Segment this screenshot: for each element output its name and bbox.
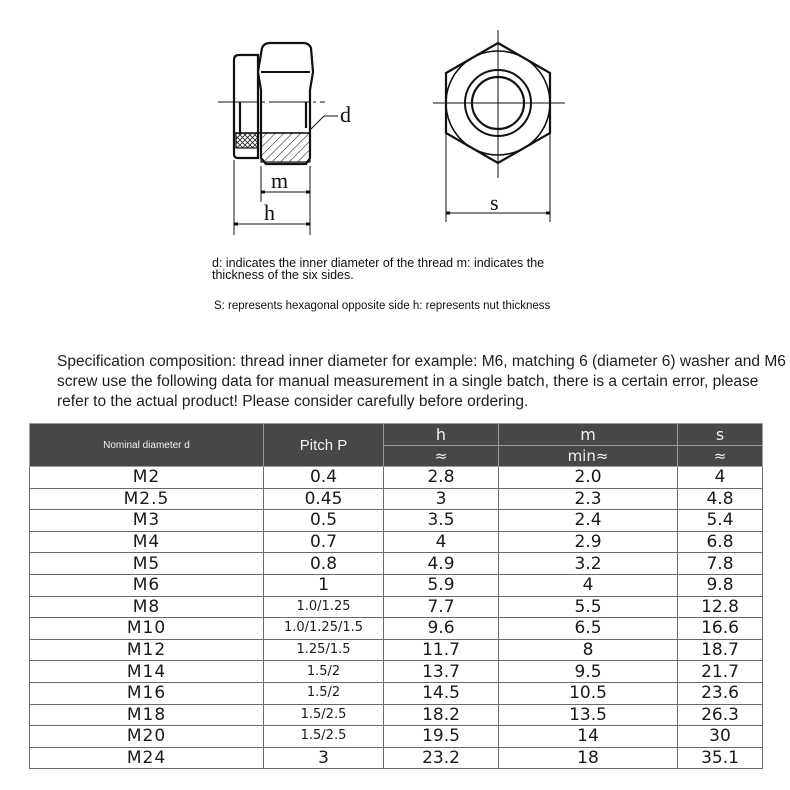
cell-m: 2.9 bbox=[499, 531, 678, 553]
table-row bbox=[30, 661, 763, 683]
cell-h: 3.5 bbox=[384, 510, 499, 532]
header-s-approx: ≈ bbox=[678, 446, 763, 467]
cell-s: 9.8 bbox=[678, 574, 763, 596]
dimension-label-d: d bbox=[340, 102, 351, 127]
cell-s: 6.8 bbox=[678, 531, 763, 553]
header-nominal-diameter: Nominal diameter d bbox=[30, 424, 264, 467]
cell-pitch: 1.0/1.25/1.5 bbox=[264, 618, 384, 640]
cell-h: 4.9 bbox=[384, 553, 499, 575]
cell-nominal-diameter: M4 bbox=[30, 531, 264, 553]
cell-pitch: 1.5/2 bbox=[264, 682, 384, 704]
cell-m: 14 bbox=[499, 726, 678, 748]
cell-s: 4 bbox=[678, 467, 763, 489]
dimension-label-m: m bbox=[271, 168, 289, 193]
cell-nominal-diameter: M24 bbox=[30, 747, 264, 769]
table-row bbox=[30, 596, 763, 618]
cell-m: 6.5 bbox=[499, 618, 678, 640]
cell-nominal-diameter: M20 bbox=[30, 726, 264, 748]
table-row bbox=[30, 618, 763, 640]
legend-note-d-m: d: indicates the inner diameter of the thread m: indicates the thickness of the six sides. bbox=[212, 256, 545, 282]
nut-specification-table bbox=[29, 423, 763, 769]
table-row bbox=[30, 510, 763, 532]
cell-nominal-diameter: M5 bbox=[30, 553, 264, 575]
cell-s: 35.1 bbox=[678, 747, 763, 769]
cell-s: 5.4 bbox=[678, 510, 763, 532]
cell-nominal-diameter: M18 bbox=[30, 704, 264, 726]
header-m-min-approx: min≈ bbox=[499, 446, 678, 467]
cell-nominal-diameter: M2 bbox=[30, 467, 264, 489]
cell-h: 5.9 bbox=[384, 574, 499, 596]
cell-s: 4.8 bbox=[678, 488, 763, 510]
specification-description: Specification composition: thread inner diameter for example: M6, matching 6 (diameter 6) washer and M6 screw use the following data for manual measurement in a single batch, there is a certain error, please refer to the actual product! Please consider carefully before ordering. bbox=[57, 353, 786, 410]
table-row bbox=[30, 747, 763, 769]
dimension-label-h: h bbox=[264, 200, 275, 225]
cell-m: 13.5 bbox=[499, 704, 678, 726]
cell-s: 26.3 bbox=[678, 704, 763, 726]
cell-nominal-diameter: M16 bbox=[30, 682, 264, 704]
dimension-label-s: s bbox=[490, 190, 499, 215]
cell-nominal-diameter: M3 bbox=[30, 510, 264, 532]
cell-nominal-diameter: M12 bbox=[30, 639, 264, 661]
cell-pitch: 0.45 bbox=[264, 488, 384, 510]
cell-h: 11.7 bbox=[384, 639, 499, 661]
cell-m: 5.5 bbox=[499, 596, 678, 618]
cell-m: 2.0 bbox=[499, 467, 678, 489]
nut-front-view-drawing bbox=[420, 30, 580, 230]
cell-pitch: 1.5/2.5 bbox=[264, 726, 384, 748]
cell-pitch: 0.4 bbox=[264, 467, 384, 489]
cell-pitch: 1 bbox=[264, 574, 384, 596]
cell-h: 23.2 bbox=[384, 747, 499, 769]
cell-pitch: 1.5/2.5 bbox=[264, 704, 384, 726]
table-row bbox=[30, 531, 763, 553]
header-pitch: Pitch P bbox=[264, 424, 384, 467]
cell-pitch: 0.7 bbox=[264, 531, 384, 553]
cell-m: 2.3 bbox=[499, 488, 678, 510]
table-row bbox=[30, 574, 763, 596]
cell-nominal-diameter: M10 bbox=[30, 618, 264, 640]
header-h-approx: ≈ bbox=[384, 446, 499, 467]
cell-s: 30 bbox=[678, 726, 763, 748]
table-row bbox=[30, 553, 763, 575]
cell-nominal-diameter: M8 bbox=[30, 596, 264, 618]
table-row bbox=[30, 467, 763, 489]
cell-pitch: 3 bbox=[264, 747, 384, 769]
header-h: h bbox=[384, 424, 499, 446]
cell-s: 21.7 bbox=[678, 661, 763, 683]
cell-s: 18.7 bbox=[678, 639, 763, 661]
nut-side-view-drawing bbox=[200, 30, 380, 240]
cell-nominal-diameter: M6 bbox=[30, 574, 264, 596]
cell-m: 4 bbox=[499, 574, 678, 596]
cell-h: 13.7 bbox=[384, 661, 499, 683]
nut-front-view-diagram bbox=[420, 30, 580, 230]
cell-s: 23.6 bbox=[678, 682, 763, 704]
cell-h: 7.7 bbox=[384, 596, 499, 618]
cell-h: 14.5 bbox=[384, 682, 499, 704]
table-row bbox=[30, 704, 763, 726]
cell-s: 12.8 bbox=[678, 596, 763, 618]
cell-pitch: 1.0/1.25 bbox=[264, 596, 384, 618]
cell-pitch: 1.5/2 bbox=[264, 661, 384, 683]
cell-h: 4 bbox=[384, 531, 499, 553]
table-row bbox=[30, 726, 763, 748]
nut-side-view-diagram bbox=[200, 30, 380, 240]
cell-m: 18 bbox=[499, 747, 678, 769]
cell-pitch: 0.8 bbox=[264, 553, 384, 575]
table-body bbox=[30, 467, 763, 769]
cell-m: 3.2 bbox=[499, 553, 678, 575]
cell-s: 16.6 bbox=[678, 618, 763, 640]
cell-h: 2.8 bbox=[384, 467, 499, 489]
cell-pitch: 0.5 bbox=[264, 510, 384, 532]
legend-note-s-h: S: represents hexagonal opposite side h: represents nut thickness bbox=[214, 300, 551, 312]
cell-nominal-diameter: M14 bbox=[30, 661, 264, 683]
table-row bbox=[30, 682, 763, 704]
cell-h: 9.6 bbox=[384, 618, 499, 640]
cell-m: 2.4 bbox=[499, 510, 678, 532]
cell-m: 9.5 bbox=[499, 661, 678, 683]
cell-s: 7.8 bbox=[678, 553, 763, 575]
cell-m: 10.5 bbox=[499, 682, 678, 704]
header-m: m bbox=[499, 424, 678, 446]
table-row bbox=[30, 488, 763, 510]
cell-nominal-diameter: M2.5 bbox=[30, 488, 264, 510]
header-s: s bbox=[678, 424, 763, 446]
cell-h: 3 bbox=[384, 488, 499, 510]
cell-m: 8 bbox=[499, 639, 678, 661]
cell-h: 18.2 bbox=[384, 704, 499, 726]
cell-h: 19.5 bbox=[384, 726, 499, 748]
cell-pitch: 1.25/1.5 bbox=[264, 639, 384, 661]
table-row bbox=[30, 639, 763, 661]
